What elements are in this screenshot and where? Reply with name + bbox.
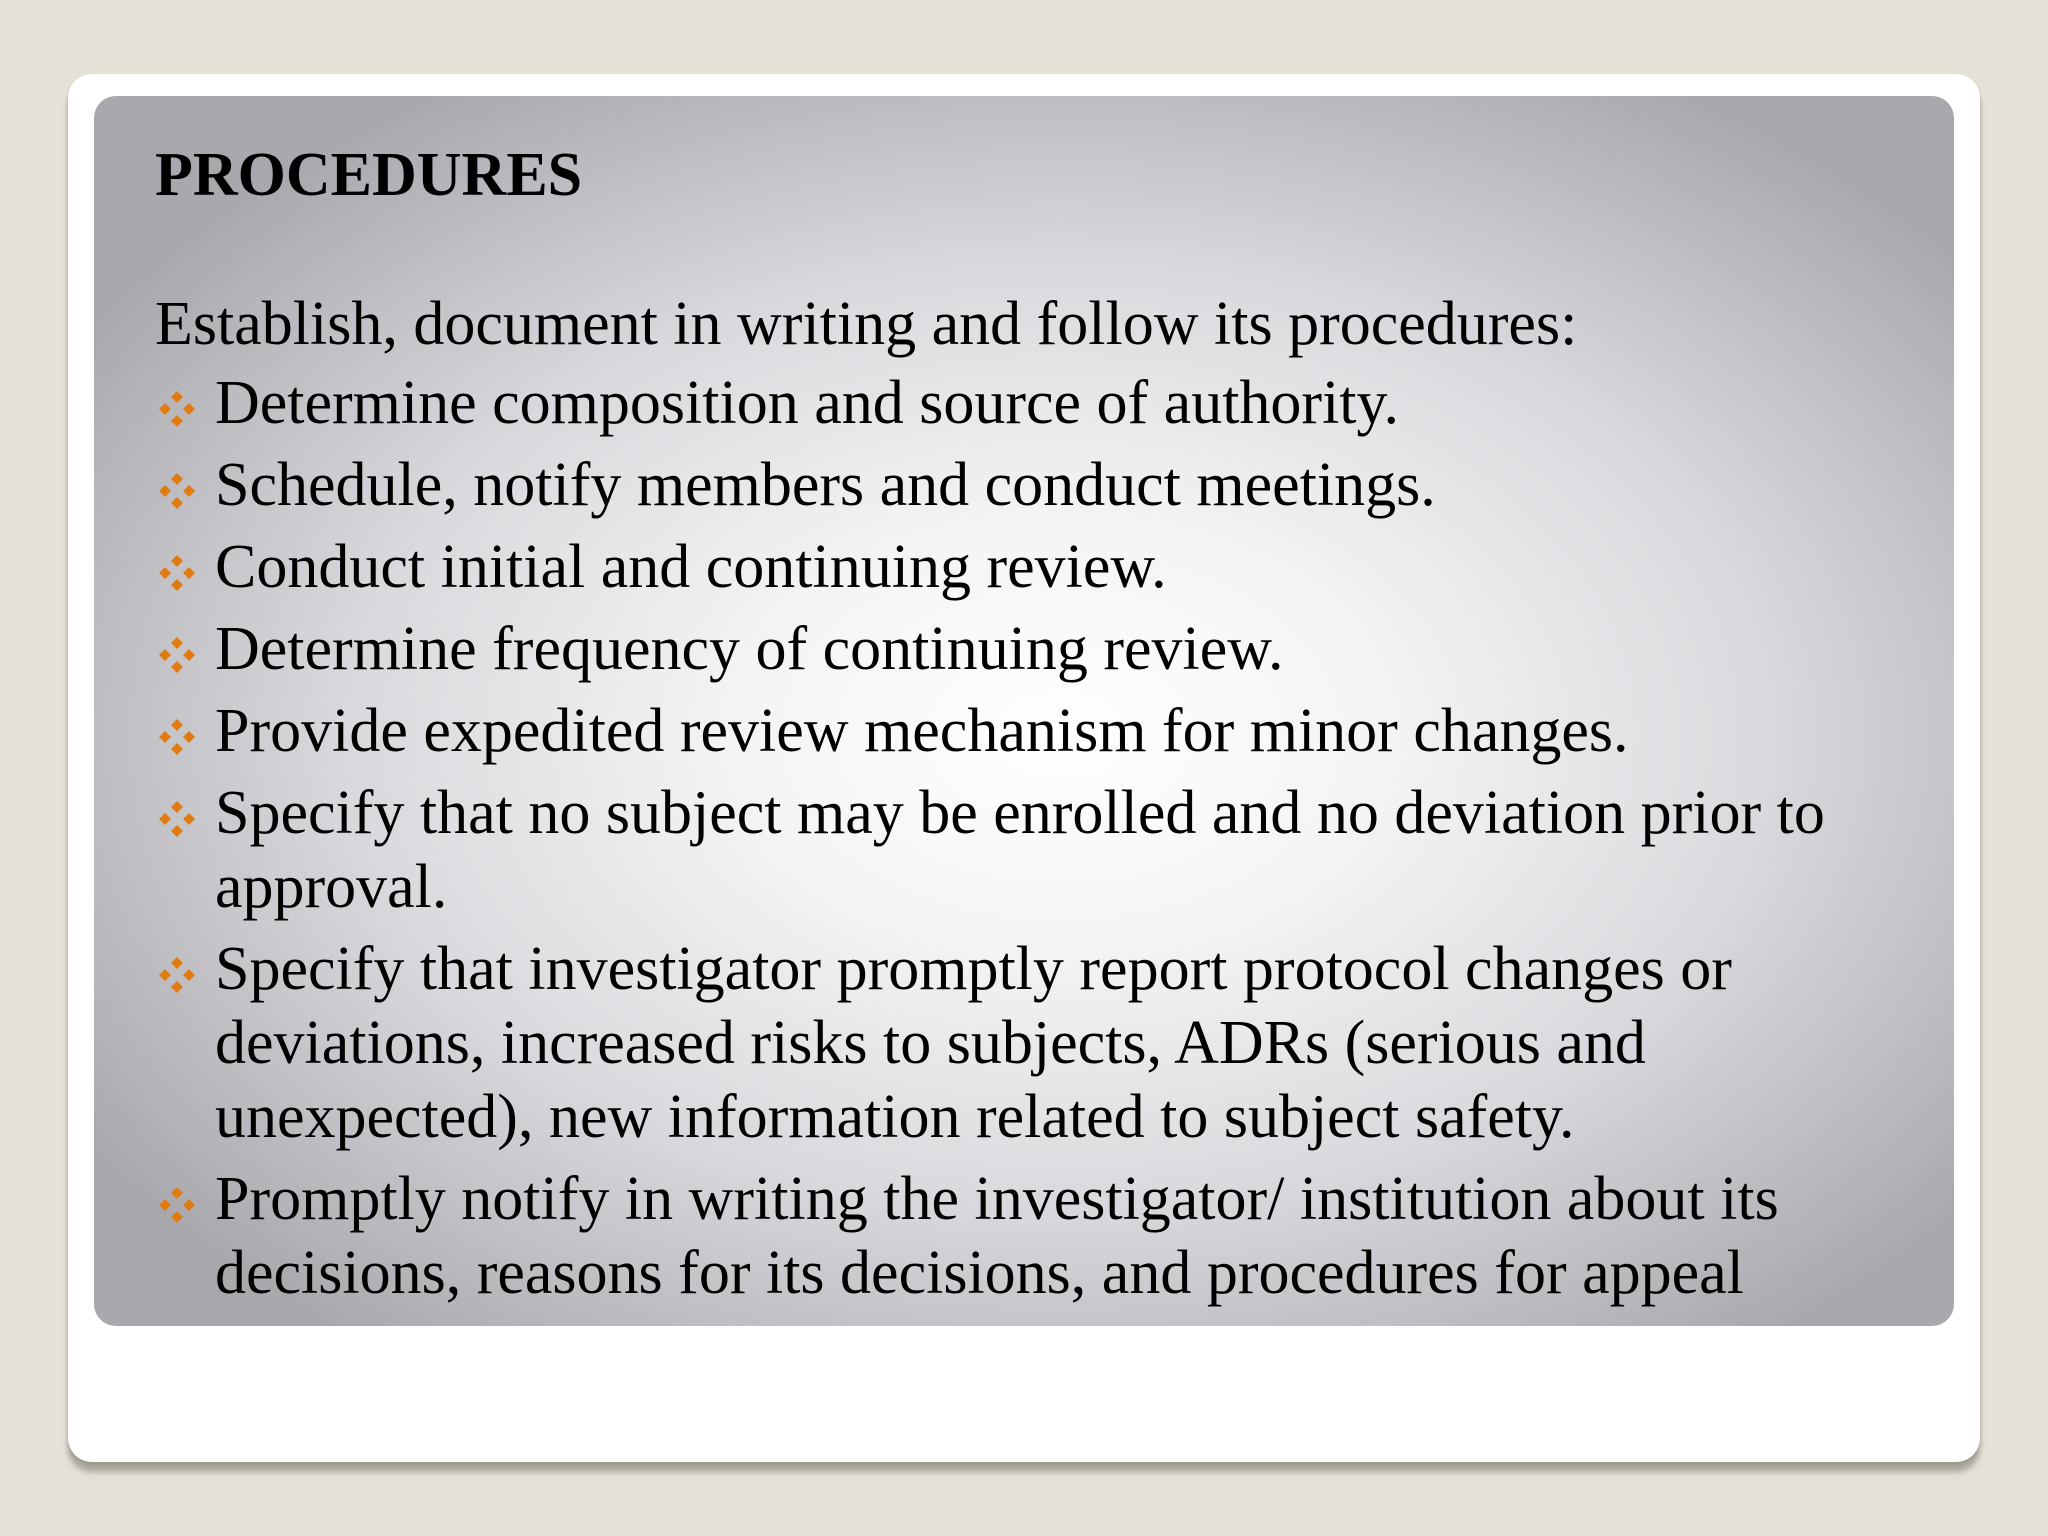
diamond-bullet-icon <box>157 717 197 757</box>
bullet-item-6 <box>155 776 1935 924</box>
diamond-bullet-icon <box>157 471 197 511</box>
bullet-text: Specify that no subject may be enrolled and no deviation prior to approval. <box>215 779 1825 921</box>
bullet-item-2 <box>155 448 1935 522</box>
intro-text: Establish, document in writing and follow its procedures: <box>155 290 1578 358</box>
bullet-text: Specify that investigator promptly report protocol changes or deviations, increased risks to subjects, ADRs (serious and unexpected), new information related to subject safety. <box>215 935 1732 1151</box>
diamond-bullet-icon <box>157 553 197 593</box>
bullet-item-7 <box>155 932 1935 1154</box>
diamond-bullet-icon <box>157 799 197 839</box>
diamond-bullet-icon <box>157 955 197 995</box>
bullet-text: Determine composition and source of authority. <box>215 369 1399 437</box>
bullet-item-3 <box>155 530 1935 604</box>
bullet-item-8 <box>155 1162 1935 1310</box>
diamond-bullet-icon <box>157 635 197 675</box>
bullet-item-1 <box>155 366 1935 440</box>
bullet-text: Conduct initial and continuing review. <box>215 533 1167 601</box>
bullet-text: Promptly notify in writing the investigator/ institution about its decisions, reasons for its decisions, and procedures for appeal <box>215 1165 1779 1307</box>
bullet-text: Provide expedited review mechanism for minor changes. <box>215 697 1629 765</box>
slide-title: PROCEDURES <box>155 141 583 209</box>
bullet-text: Determine frequency of continuing review. <box>215 615 1284 683</box>
bullet-list <box>155 366 1935 1310</box>
bullet-text: Schedule, notify members and conduct meetings. <box>215 451 1436 519</box>
bullet-item-4 <box>155 612 1935 686</box>
bullet-item-5 <box>155 694 1935 768</box>
slide-content <box>155 130 1935 1318</box>
diamond-bullet-icon <box>157 1185 197 1225</box>
diamond-bullet-icon <box>157 389 197 429</box>
